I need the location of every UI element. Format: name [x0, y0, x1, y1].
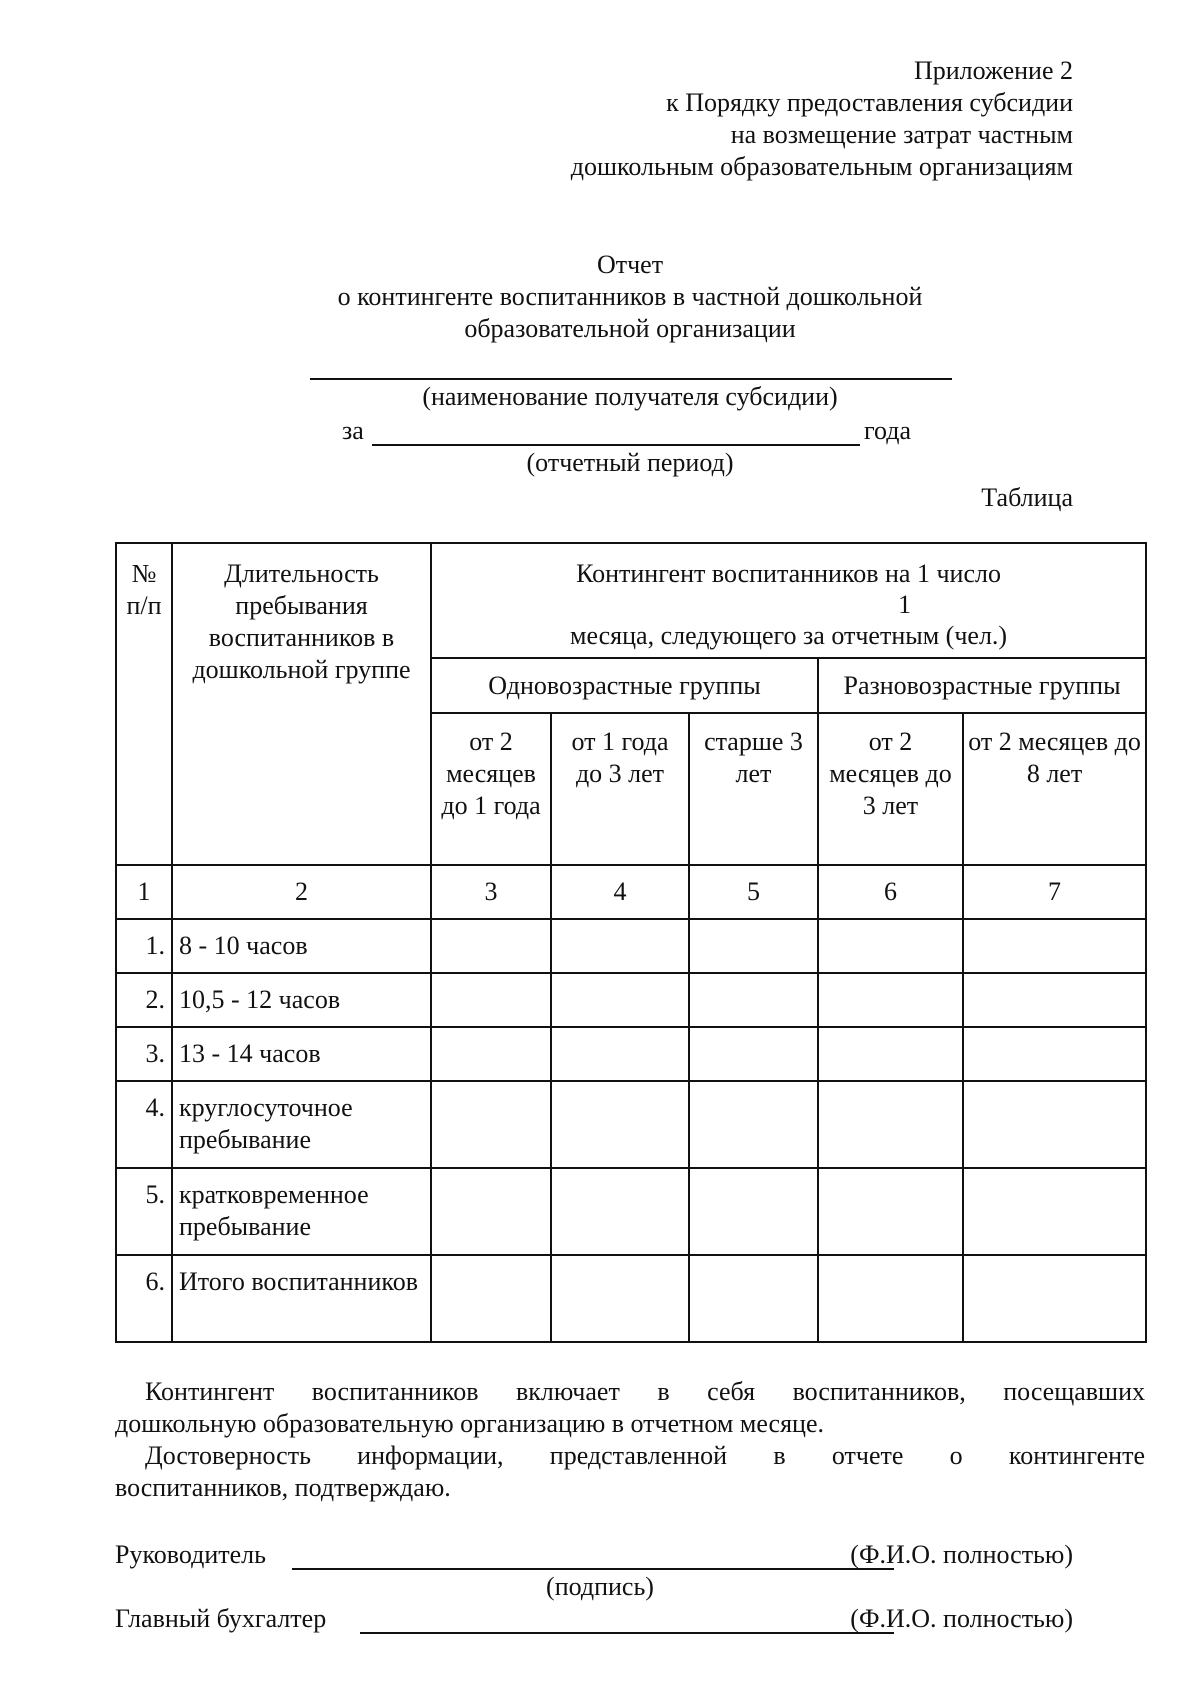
data-cell[interactable]	[551, 1081, 689, 1168]
header-col-7: от 2 месяцев до 8 лет	[963, 713, 1146, 865]
appendix-ref-line-2: на возмещение затрат частным	[730, 120, 1073, 149]
report-subtitle-2: образовательной организации	[464, 314, 796, 343]
data-cell[interactable]	[963, 1255, 1146, 1342]
data-cell[interactable]	[431, 1081, 551, 1168]
footnote-mark: 1	[898, 590, 912, 619]
header-col-3: от 2 месяцев до 1 года	[431, 713, 551, 865]
col-number: 7	[963, 865, 1146, 919]
header-contingent: Контингент воспитанников на 1 число 1 месяца, следующего за отчетным (чел.)	[431, 543, 1146, 658]
table-row	[116, 1081, 1146, 1168]
appendix-ref-line-1: к Порядку предоставления субсидии	[666, 88, 1073, 117]
data-cell[interactable]	[551, 973, 689, 1027]
row-label: Итого воспитанников	[172, 1255, 431, 1342]
header-num: № п/п	[116, 543, 172, 865]
data-cell[interactable]	[551, 1027, 689, 1081]
data-cell[interactable]	[818, 1027, 963, 1081]
period-prefix: за	[342, 416, 364, 445]
col-number: 3	[431, 865, 551, 919]
data-cell[interactable]	[963, 973, 1146, 1027]
period-line[interactable]	[372, 444, 860, 446]
data-cell[interactable]	[431, 919, 551, 973]
data-cell[interactable]	[963, 1168, 1146, 1255]
data-cell[interactable]	[689, 1081, 818, 1168]
header-duration: Длительность пребывания воспитанников в дошкольной группе	[172, 543, 431, 865]
data-cell[interactable]	[689, 1168, 818, 1255]
signature-caption: (подпись)	[546, 1572, 654, 1601]
accountant-label: Главный бухгалтер	[115, 1604, 327, 1633]
header-mixed-age-groups: Разновозрастные группы	[818, 658, 1146, 713]
data-cell[interactable]	[818, 1081, 963, 1168]
contingent-table	[115, 542, 1147, 1343]
table-row	[116, 919, 1146, 973]
data-cell[interactable]	[551, 919, 689, 973]
data-cell[interactable]	[431, 1255, 551, 1342]
data-cell[interactable]	[963, 1081, 1146, 1168]
header-col-4: от 1 года до 3 лет	[551, 713, 689, 865]
data-cell[interactable]	[818, 919, 963, 973]
row-label: 8 - 10 часов	[172, 919, 431, 973]
row-number: 4.	[116, 1081, 172, 1168]
head-label: Руководитель	[115, 1540, 266, 1569]
note-paragraph-1-line-1: Контингент воспитанников включает в себя воспитанников, посещавших	[145, 1377, 1145, 1406]
data-cell[interactable]	[431, 973, 551, 1027]
period-caption: (отчетный период)	[526, 448, 734, 477]
row-number: 3.	[116, 1027, 172, 1081]
row-number: 5.	[116, 1168, 172, 1255]
header-col-6: от 2 месяцев до 3 лет	[818, 713, 963, 865]
col-number: 1	[116, 865, 172, 919]
row-number: 1.	[116, 919, 172, 973]
head-fio-label: (Ф.И.О. полностью)	[850, 1540, 1073, 1569]
report-subtitle-1: о контингенте воспитанников в частной дошкольной	[337, 282, 923, 311]
recipient-name-line[interactable]	[310, 378, 952, 380]
data-cell[interactable]	[818, 973, 963, 1027]
note-paragraph-1-line-2: дошкольную образовательную организацию в отчетном месяце.	[115, 1409, 824, 1438]
col-number: 6	[818, 865, 963, 919]
report-title: Отчет	[596, 250, 664, 279]
header-col-5: старше 3 лет	[689, 713, 818, 865]
data-cell[interactable]	[689, 1027, 818, 1081]
data-cell[interactable]	[689, 919, 818, 973]
head-signature-line[interactable]	[292, 1568, 894, 1570]
row-number: 6.	[116, 1255, 172, 1342]
note-paragraph-2-line-2: воспитанников, подтверждаю.	[115, 1473, 451, 1502]
header-same-age-groups: Одновозрастные группы	[431, 658, 818, 713]
col-number: 5	[689, 865, 818, 919]
row-label: 10,5 - 12 часов	[172, 973, 431, 1027]
note-paragraph-2-line-1: Достоверность информации, представленной в отчете о контингенте	[145, 1441, 1145, 1470]
table-row	[116, 1255, 1146, 1342]
data-cell[interactable]	[689, 973, 818, 1027]
appendix-number: Приложение 2	[913, 56, 1073, 85]
table-row	[116, 1027, 1146, 1081]
data-cell[interactable]	[963, 919, 1146, 973]
table-label: Таблица	[981, 483, 1073, 512]
data-cell[interactable]	[963, 1027, 1146, 1081]
data-cell[interactable]	[818, 1168, 963, 1255]
data-cell[interactable]	[689, 1255, 818, 1342]
row-label: кратковременное пребывание	[172, 1168, 431, 1255]
data-cell[interactable]	[551, 1255, 689, 1342]
appendix-ref-line-3: дошкольным образовательным организациям	[570, 152, 1073, 181]
accountant-signature-line[interactable]	[360, 1632, 894, 1634]
period-suffix: года	[864, 416, 912, 445]
col-number: 2	[172, 865, 431, 919]
accountant-fio-label: (Ф.И.О. полностью)	[850, 1604, 1073, 1633]
data-cell[interactable]	[431, 1168, 551, 1255]
table-row	[116, 1168, 1146, 1255]
row-label: 13 - 14 часов	[172, 1027, 431, 1081]
col-number: 4	[551, 865, 689, 919]
row-label: круглосуточное пребывание	[172, 1081, 431, 1168]
data-cell[interactable]	[818, 1255, 963, 1342]
row-number: 2.	[116, 973, 172, 1027]
recipient-caption: (наименование получателя субсидии)	[422, 382, 838, 411]
table-row	[116, 973, 1146, 1027]
data-cell[interactable]	[431, 1027, 551, 1081]
data-cell[interactable]	[551, 1168, 689, 1255]
